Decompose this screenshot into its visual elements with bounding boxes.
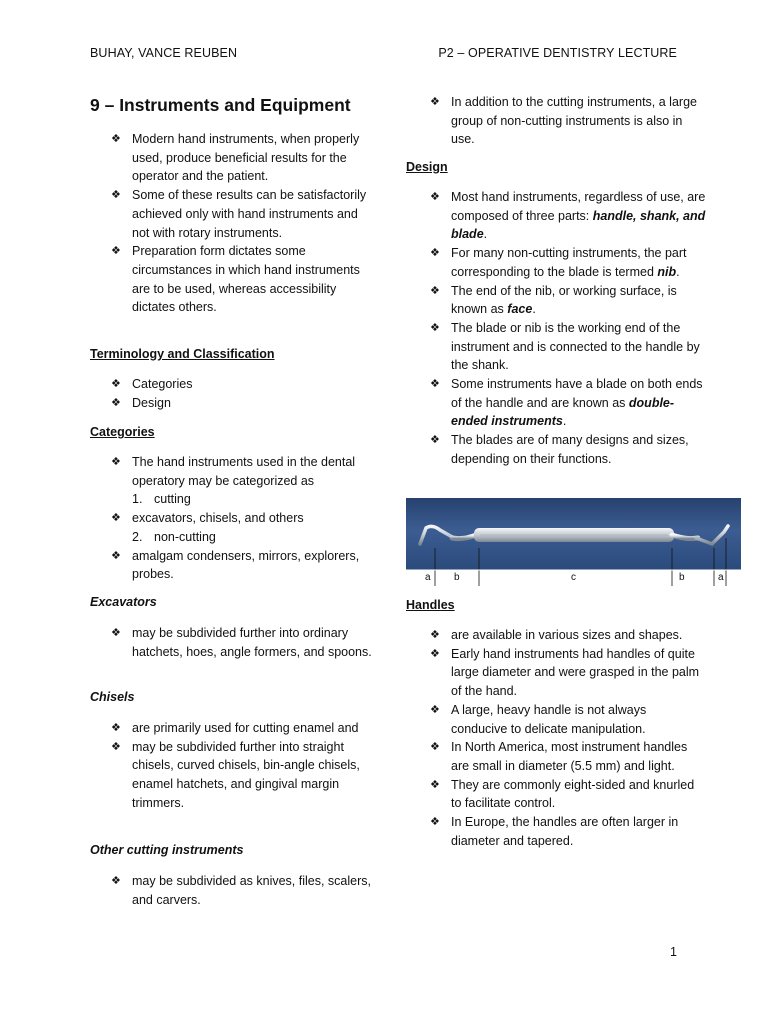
diamond-bullet-icon: ❖ <box>430 247 440 260</box>
terminology-heading: Terminology and Classification <box>90 347 275 361</box>
diamond-bullet-icon: ❖ <box>111 722 121 734</box>
list-item: ❖ may be subdivided further into ordinary hatchets, hoes, angle formers, and spoons. <box>111 626 372 659</box>
diamond-bullet-icon: ❖ <box>430 816 440 829</box>
design-heading: Design <box>406 160 448 174</box>
diamond-bullet-icon: ❖ <box>430 647 440 660</box>
list-item: ❖ The blade or nib is the working end of the instrument and is connected to the handle by the shank. <box>430 320 700 373</box>
diamond-bullet-icon: ❖ <box>111 245 121 258</box>
categories-heading: Categories <box>90 425 155 439</box>
figure-label-c: c <box>571 572 576 583</box>
list-item: ❖ Modern hand instruments, when properly used, produce beneficial results for the operator and the patient. <box>111 132 360 184</box>
list-item: ❖ Some of these results can be satisfactorily achieved only with hand instruments and not with rotary instruments. <box>111 188 367 240</box>
noncutting-list <box>430 93 706 149</box>
diamond-bullet-icon: ❖ <box>111 378 121 390</box>
diamond-bullet-icon: ❖ <box>430 284 440 297</box>
list-item: ❖ In North America, most instrument handles are small in diameter (5.5 mm) and light. <box>430 740 688 773</box>
list-item: ❖ Categories <box>111 375 376 394</box>
list-item: ❖ are available in various sizes and shapes. <box>430 626 706 645</box>
list-item: ❖ A large, heavy handle is not always conducive to delicate manipulation. <box>430 702 647 736</box>
chisels-heading: Chisels <box>90 690 135 704</box>
diamond-bullet-icon: ❖ <box>111 456 121 468</box>
other-cutting-heading: Other cutting instruments <box>90 843 244 857</box>
handles-heading: Handles <box>406 598 455 612</box>
list-item: ❖ are primarily used for cutting enamel and <box>111 719 376 738</box>
other-cutting-list <box>111 872 376 909</box>
instrument-figure <box>406 498 741 586</box>
list-item: ❖ excavators, chisels, and others 2. non-cutting <box>111 511 304 544</box>
diamond-bullet-icon: ❖ <box>430 741 440 754</box>
list-item: ❖ In Europe, the handles are often larger in diameter and tapered. <box>430 815 679 848</box>
list-item: ❖ Design <box>111 394 376 413</box>
diamond-bullet-icon: ❖ <box>430 434 440 447</box>
page-title: 9 – Instruments and Equipment <box>90 95 351 115</box>
header-author: BUHAY, VANCE REUBEN <box>90 46 238 60</box>
diamond-bullet-icon: ❖ <box>111 133 121 145</box>
page-number: 1 <box>670 945 677 959</box>
design-list <box>430 188 706 469</box>
intro-list <box>111 130 376 317</box>
terminology-list <box>111 375 376 412</box>
diamond-bullet-icon: ❖ <box>111 549 121 562</box>
list-item: ❖ Most hand instruments, regardless of use, are composed of three parts: handle, shank, and blade. <box>430 190 706 242</box>
list-item: ❖ The hand instruments used in the dental operatory may be categorized as 1. cutting <box>111 455 356 507</box>
figure-label-b-left: b <box>454 572 460 583</box>
figure-label-a-left: a <box>425 572 431 583</box>
diamond-bullet-icon: ❖ <box>111 740 121 753</box>
list-item: ❖ For many non-cutting instruments, the part corresponding to the blade is termed nib. <box>430 246 687 279</box>
list-item: ❖ may be subdivided as knives, files, scalers, and carvers. <box>111 874 371 907</box>
diamond-bullet-icon: ❖ <box>430 378 440 391</box>
diamond-bullet-icon: ❖ <box>111 627 121 639</box>
list-item: ❖ Preparation form dictates some circumstances in which hand instruments are to be used, whereas accessibility dictates others. <box>111 244 360 315</box>
list-item: ❖ The blades are of many designs and sizes, depending on their functions. <box>430 433 689 466</box>
list-item: ❖ They are commonly eight-sided and knurled to facilitate control. <box>430 777 695 811</box>
diamond-bullet-icon: ❖ <box>430 778 440 791</box>
figure-label-a-right: a <box>718 572 724 583</box>
diamond-bullet-icon: ❖ <box>430 629 440 641</box>
diamond-bullet-icon: ❖ <box>111 396 121 409</box>
excavators-list <box>111 624 376 661</box>
list-item: ❖ Some instruments have a blade on both ends of the handle and are known as double-ended instruments. <box>430 377 703 429</box>
categories-list <box>111 453 376 584</box>
list-item: ❖ The end of the nib, or working surface, is known as face. <box>430 283 677 317</box>
figure-label-b-right: b <box>679 572 685 583</box>
diamond-bullet-icon: ❖ <box>430 96 440 108</box>
diamond-bullet-icon: ❖ <box>111 512 121 525</box>
chisels-list <box>111 719 376 813</box>
list-item: ❖ Early hand instruments had handles of quite large diameter and were grasped in the palm of the hand. <box>430 646 700 699</box>
list-item: ❖ amalgam condensers, mirrors, explorers, probes. <box>111 548 360 582</box>
list-item: ❖ may be subdivided further into straight chisels, curved chisels, bin-angle chisels, enamel hatchets, and gingival margin trimmers. <box>111 739 360 810</box>
diamond-bullet-icon: ❖ <box>430 191 440 203</box>
header-course: P2 – OPERATIVE DENTISTRY LECTURE <box>438 46 677 60</box>
excavators-heading: Excavators <box>90 595 157 609</box>
diamond-bullet-icon: ❖ <box>111 189 121 202</box>
diamond-bullet-icon: ❖ <box>111 875 121 887</box>
diamond-bullet-icon: ❖ <box>430 321 440 334</box>
list-item: ❖ In addition to the cutting instruments, a large group of non-cutting instruments is also in use. <box>430 95 697 147</box>
handles-list <box>430 626 706 850</box>
diamond-bullet-icon: ❖ <box>430 703 440 716</box>
